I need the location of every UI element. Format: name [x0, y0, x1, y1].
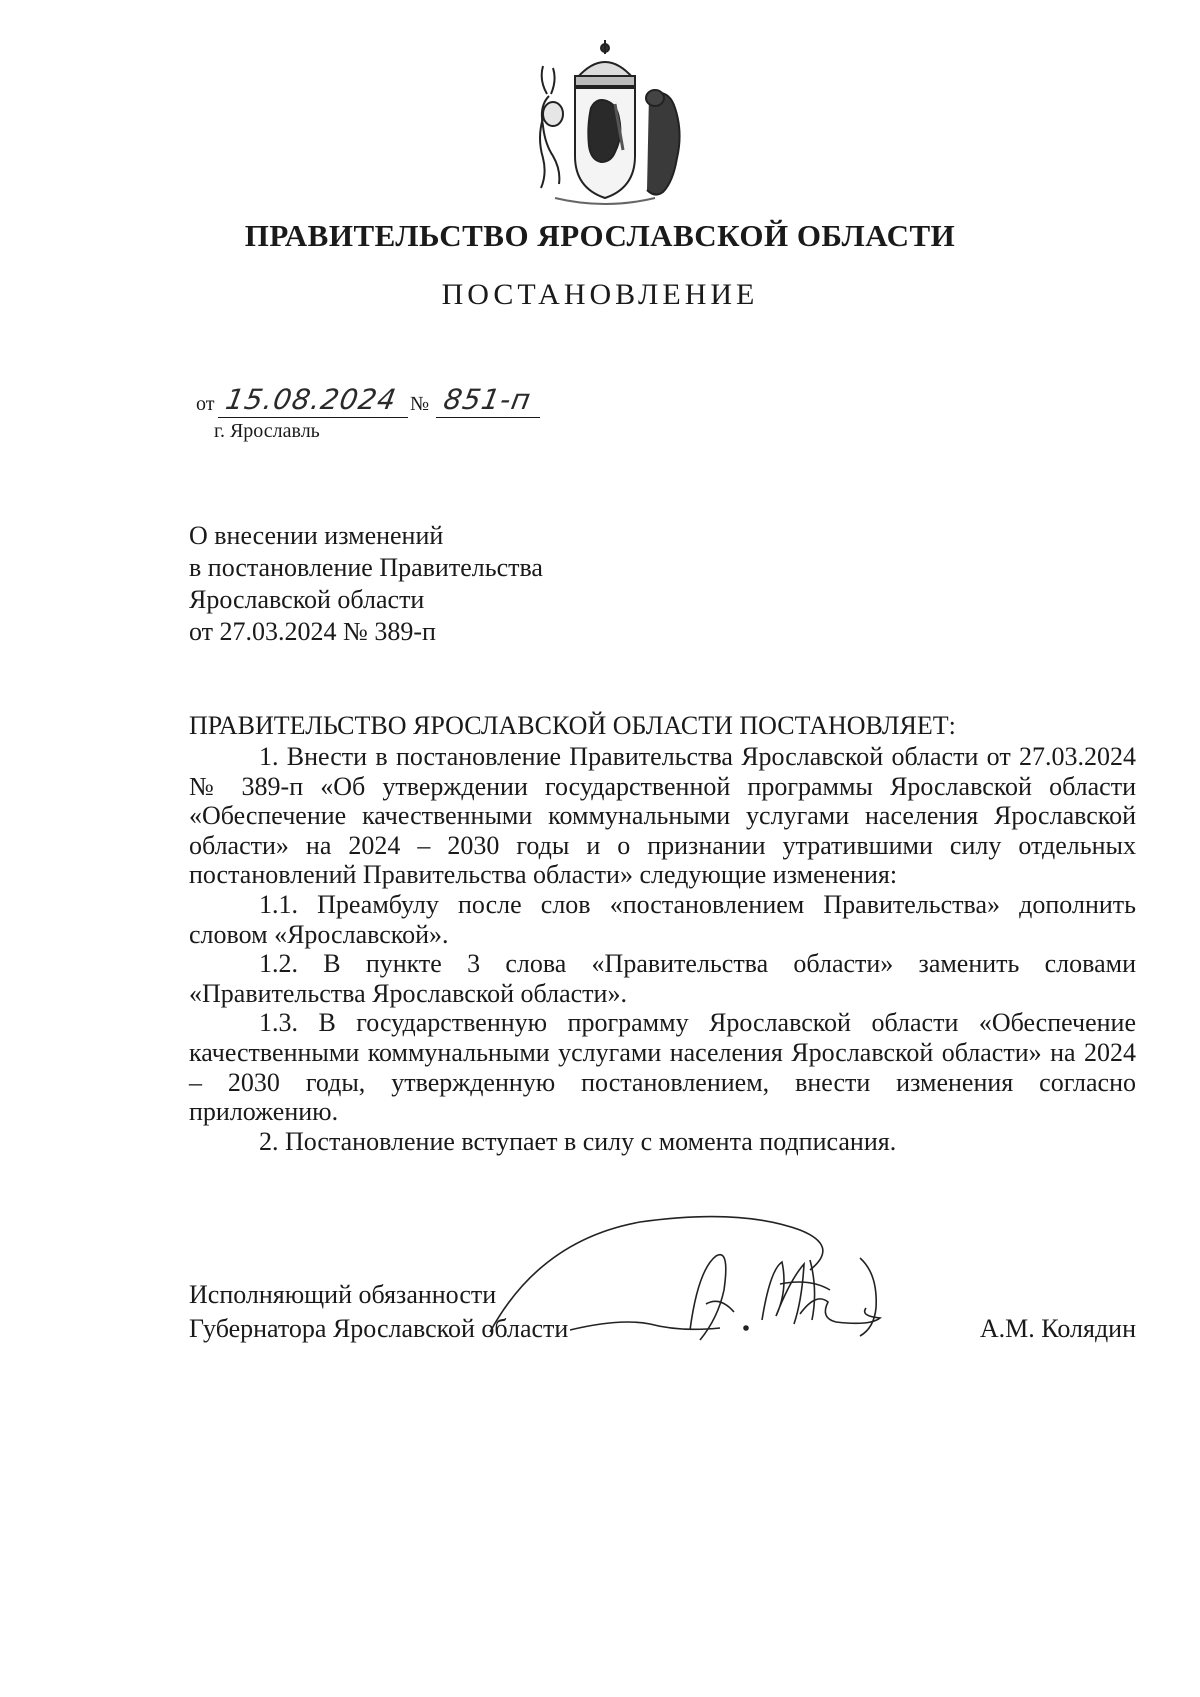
body-paragraph: 1. Внести в постановление Правительства Ярославской области от 27.03.2024 № 389-п «Об утверждении государственной программы Ярославской области «Обеспечение качественными коммунальными услугами населения Ярославской области» на 2024 – 2030 годы и о признании утратившими силу отдельных постановлений Правительства области» следующие изменения: [189, 742, 1136, 890]
coat-of-arms-icon [525, 38, 685, 210]
from-label: от [196, 393, 215, 415]
body-paragraph: 2. Постановление вступает в силу с момента подписания. [259, 1126, 897, 1156]
document-subject [189, 520, 689, 648]
position-line: Исполняющий обязанности [189, 1280, 497, 1309]
position-line: Губернатора Ярославской области [189, 1314, 569, 1343]
subject-line: Ярославской области [189, 585, 425, 614]
resolves-heading: ПРАВИТЕЛЬСТВО ЯРОСЛАВСКОЙ ОБЛАСТИ ПОСТАНОВЛЯЕТ: [189, 711, 956, 740]
registration-number: 851-п [441, 383, 534, 416]
subject-line: в постановление Правительства [189, 553, 543, 582]
authority-title: ПРАВИТЕЛЬСТВО ЯРОСЛАВСКОЙ ОБЛАСТИ [244, 218, 956, 253]
signatory-name: А.М. Колядин [979, 1314, 1136, 1343]
body-paragraph: 1.3. В государственную программу Ярославской области «Обеспечение качественными коммунальными услугами населения Ярославской области» на 2024 – 2030 годы, утвержденную постановлением, внести изменения согласно приложению. [189, 1008, 1136, 1127]
city: г. Ярославль [214, 420, 320, 442]
registration-date: 15.08.2024 [223, 383, 400, 416]
body-paragraph: 1.2. В пункте 3 слова «Правительства области» заменить словами «Правительства Ярославской области». [189, 949, 1136, 1008]
subject-line: от 27.03.2024 № 389-п [189, 617, 436, 646]
subject-line: О внесении изменений [189, 521, 444, 550]
document-body [189, 742, 1136, 1156]
document-type: ПОСТАНОВЛЕНИЕ [441, 278, 759, 311]
registration-line [196, 383, 556, 420]
body-paragraph: 1.1. Преамбулу после слов «постановлением Правительства» дополнить словом «Ярославской». [189, 889, 1136, 949]
number-label: № [410, 393, 430, 415]
handwritten-signature [480, 1200, 950, 1350]
